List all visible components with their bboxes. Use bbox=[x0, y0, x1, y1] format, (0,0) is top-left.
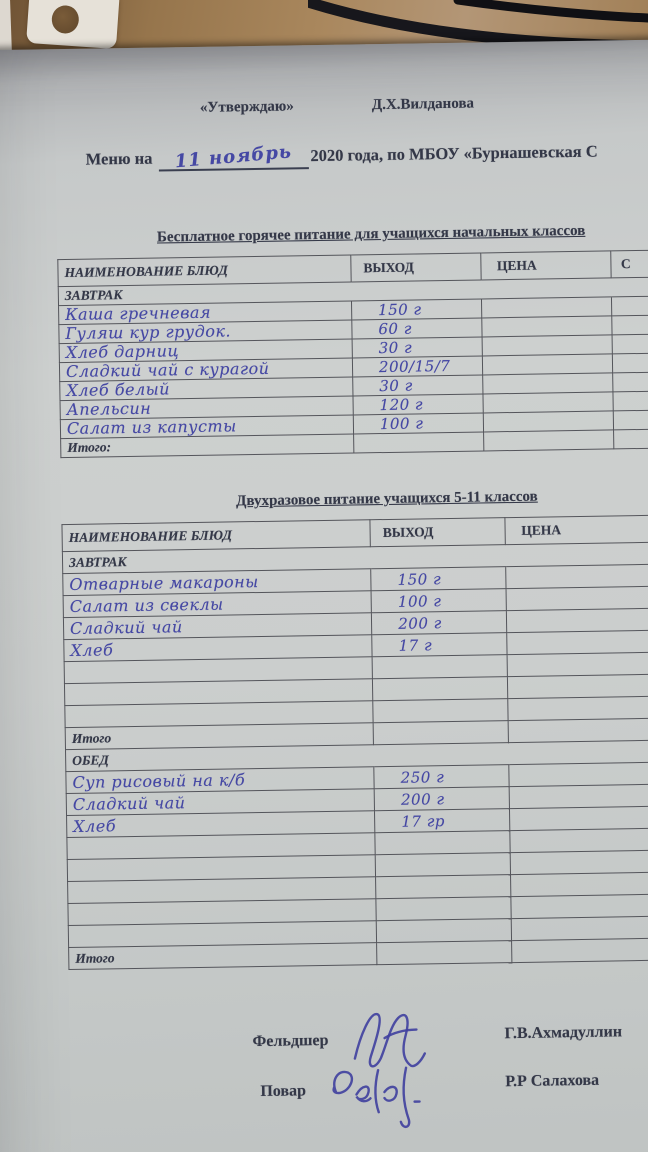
price-cell bbox=[508, 740, 648, 765]
output-cell bbox=[375, 853, 510, 877]
output-cell: 17 гр bbox=[375, 809, 510, 833]
dish-name-cell: ЗАВТРАК bbox=[62, 547, 371, 574]
cost-cell bbox=[611, 277, 648, 297]
price-cell bbox=[506, 630, 648, 655]
col-price: ЦЕНА bbox=[480, 251, 610, 280]
col-price: ЦЕНА bbox=[505, 515, 648, 545]
price-cell bbox=[508, 762, 648, 787]
dish-name-cell: Салат из капусты bbox=[60, 415, 353, 439]
free-meals-table bbox=[57, 249, 648, 458]
output-cell bbox=[373, 721, 508, 745]
price-cell bbox=[483, 430, 613, 451]
price-cell bbox=[507, 696, 648, 721]
price-cell bbox=[481, 316, 611, 337]
feldsher-label: Фельдшер bbox=[252, 1031, 329, 1051]
dish-name-cell: Каша гречневая bbox=[59, 301, 352, 325]
feldsher-name: Г.В.Ахмадуллин bbox=[504, 1023, 623, 1043]
povar-label: Повар bbox=[260, 1082, 307, 1101]
col-cost-cutoff: С bbox=[610, 250, 648, 278]
price-cell bbox=[507, 652, 648, 677]
cost-cell bbox=[612, 353, 648, 373]
price-cell bbox=[510, 872, 648, 897]
output-cell: 60 г bbox=[352, 318, 482, 339]
output-cell: 250 г bbox=[374, 765, 509, 789]
dish-name-cell: Сладкий чай bbox=[63, 613, 372, 640]
price-cell bbox=[509, 828, 648, 853]
dish-name-cell: ОБЕД bbox=[65, 745, 374, 772]
output-cell: 120 г bbox=[353, 394, 483, 415]
dish-name-cell: ЗАВТРАК bbox=[58, 282, 351, 306]
approver-name: Д.Х.Вилданова bbox=[371, 95, 475, 114]
price-cell bbox=[509, 806, 648, 831]
output-cell bbox=[377, 941, 512, 965]
handwritten-date: 11 ноябрь bbox=[174, 141, 293, 173]
output-cell: 17 г bbox=[372, 633, 507, 657]
price-cell bbox=[483, 411, 613, 432]
output-cell bbox=[373, 699, 508, 723]
povar-row bbox=[70, 1060, 648, 1120]
price-cell bbox=[509, 784, 648, 809]
price-cell bbox=[482, 373, 612, 394]
dish-name-cell: Итого: bbox=[61, 434, 354, 458]
price-cell bbox=[511, 916, 648, 941]
punch-hole bbox=[51, 5, 80, 35]
cost-cell bbox=[613, 429, 648, 449]
cost-cell bbox=[612, 391, 648, 411]
output-cell bbox=[376, 897, 511, 921]
cost-cell bbox=[611, 315, 648, 335]
povar-name: Р.Р Салахова bbox=[505, 1071, 600, 1091]
cost-cell bbox=[613, 410, 648, 430]
output-cell: 200/15/7 bbox=[352, 356, 482, 377]
price-cell bbox=[510, 850, 648, 875]
price-cell bbox=[481, 297, 611, 318]
cost-cell bbox=[611, 296, 648, 316]
dish-name-cell: Гуляш кур грудок. bbox=[59, 320, 352, 344]
col-dish-name: НАИМЕНОВАНИЕ БЛЮД bbox=[62, 520, 371, 552]
output-cell bbox=[354, 432, 484, 453]
col-output: ВЫХОД bbox=[370, 518, 505, 547]
dish-name-cell: Апельсин bbox=[60, 396, 353, 420]
output-cell: 200 г bbox=[372, 611, 507, 635]
povar-signature bbox=[321, 1058, 422, 1124]
menu-prefix: Меню на bbox=[85, 148, 153, 169]
output-cell: 100 г bbox=[371, 589, 506, 613]
output-cell bbox=[374, 743, 509, 767]
punched-paper-tab bbox=[26, 0, 120, 49]
price-cell bbox=[482, 354, 612, 375]
dish-name-cell: Салат из свеклы bbox=[63, 591, 372, 618]
section2-title: Двухразовое питание учащихся 5-11 классов bbox=[235, 488, 538, 510]
dish-name-cell: Хлеб bbox=[67, 811, 376, 838]
dish-name-cell: Хлеб дарниц bbox=[59, 339, 352, 363]
date-blank-line bbox=[158, 143, 308, 171]
output-cell: 100 г bbox=[353, 413, 483, 434]
section1-title: Бесплатное горячее питание для учащихся начальных классов bbox=[156, 222, 586, 246]
signature-block bbox=[69, 1010, 648, 1120]
cost-cell bbox=[612, 334, 648, 354]
price-cell bbox=[505, 542, 648, 567]
cost-cell bbox=[612, 372, 648, 392]
price-cell bbox=[511, 938, 648, 963]
dish-name-cell: Суп рисовый на к/б bbox=[66, 767, 375, 794]
output-cell bbox=[375, 831, 510, 855]
approve-label: «Утверждаю» bbox=[199, 98, 294, 116]
dish-name-cell: Отварные макароны bbox=[63, 569, 372, 596]
menu-suffix: 2020 года, по МБОУ «Бурнашевская С bbox=[310, 141, 598, 166]
price-cell bbox=[481, 278, 611, 299]
col-dish-name: НАИМЕНОВАНИЕ БЛЮД bbox=[58, 255, 351, 287]
price-cell bbox=[482, 392, 612, 413]
dish-name-cell: Хлеб bbox=[64, 635, 373, 662]
menu-sheet bbox=[0, 39, 648, 1152]
price-cell bbox=[508, 718, 648, 743]
dish-name-cell: Итого bbox=[69, 943, 378, 970]
dish-name-cell: Сладкий чай с курагой bbox=[59, 358, 352, 382]
price-cell bbox=[511, 894, 648, 919]
output-cell bbox=[376, 919, 511, 943]
price-cell bbox=[482, 335, 612, 356]
two-meals-table bbox=[61, 514, 648, 970]
menu-title-line bbox=[56, 137, 648, 173]
output-cell: 150 г bbox=[351, 299, 481, 320]
output-cell: 30 г bbox=[352, 337, 482, 358]
price-cell bbox=[507, 674, 648, 699]
output-cell bbox=[351, 280, 481, 301]
output-cell bbox=[373, 677, 508, 701]
document-header bbox=[55, 91, 648, 119]
price-cell bbox=[506, 608, 648, 633]
col-output: ВЫХОД bbox=[351, 253, 481, 282]
dish-name-cell: Итого bbox=[65, 723, 374, 750]
output-cell: 200 г bbox=[374, 787, 509, 811]
price-cell bbox=[506, 586, 648, 611]
output-cell bbox=[376, 875, 511, 899]
output-cell bbox=[372, 655, 507, 679]
output-cell: 150 г bbox=[371, 567, 506, 591]
output-cell bbox=[371, 545, 506, 569]
price-cell bbox=[505, 564, 648, 589]
dish-name-cell: Сладкий чай bbox=[66, 789, 375, 816]
dish-name-cell: Хлеб белый bbox=[60, 377, 353, 401]
output-cell: 30 г bbox=[353, 375, 483, 396]
